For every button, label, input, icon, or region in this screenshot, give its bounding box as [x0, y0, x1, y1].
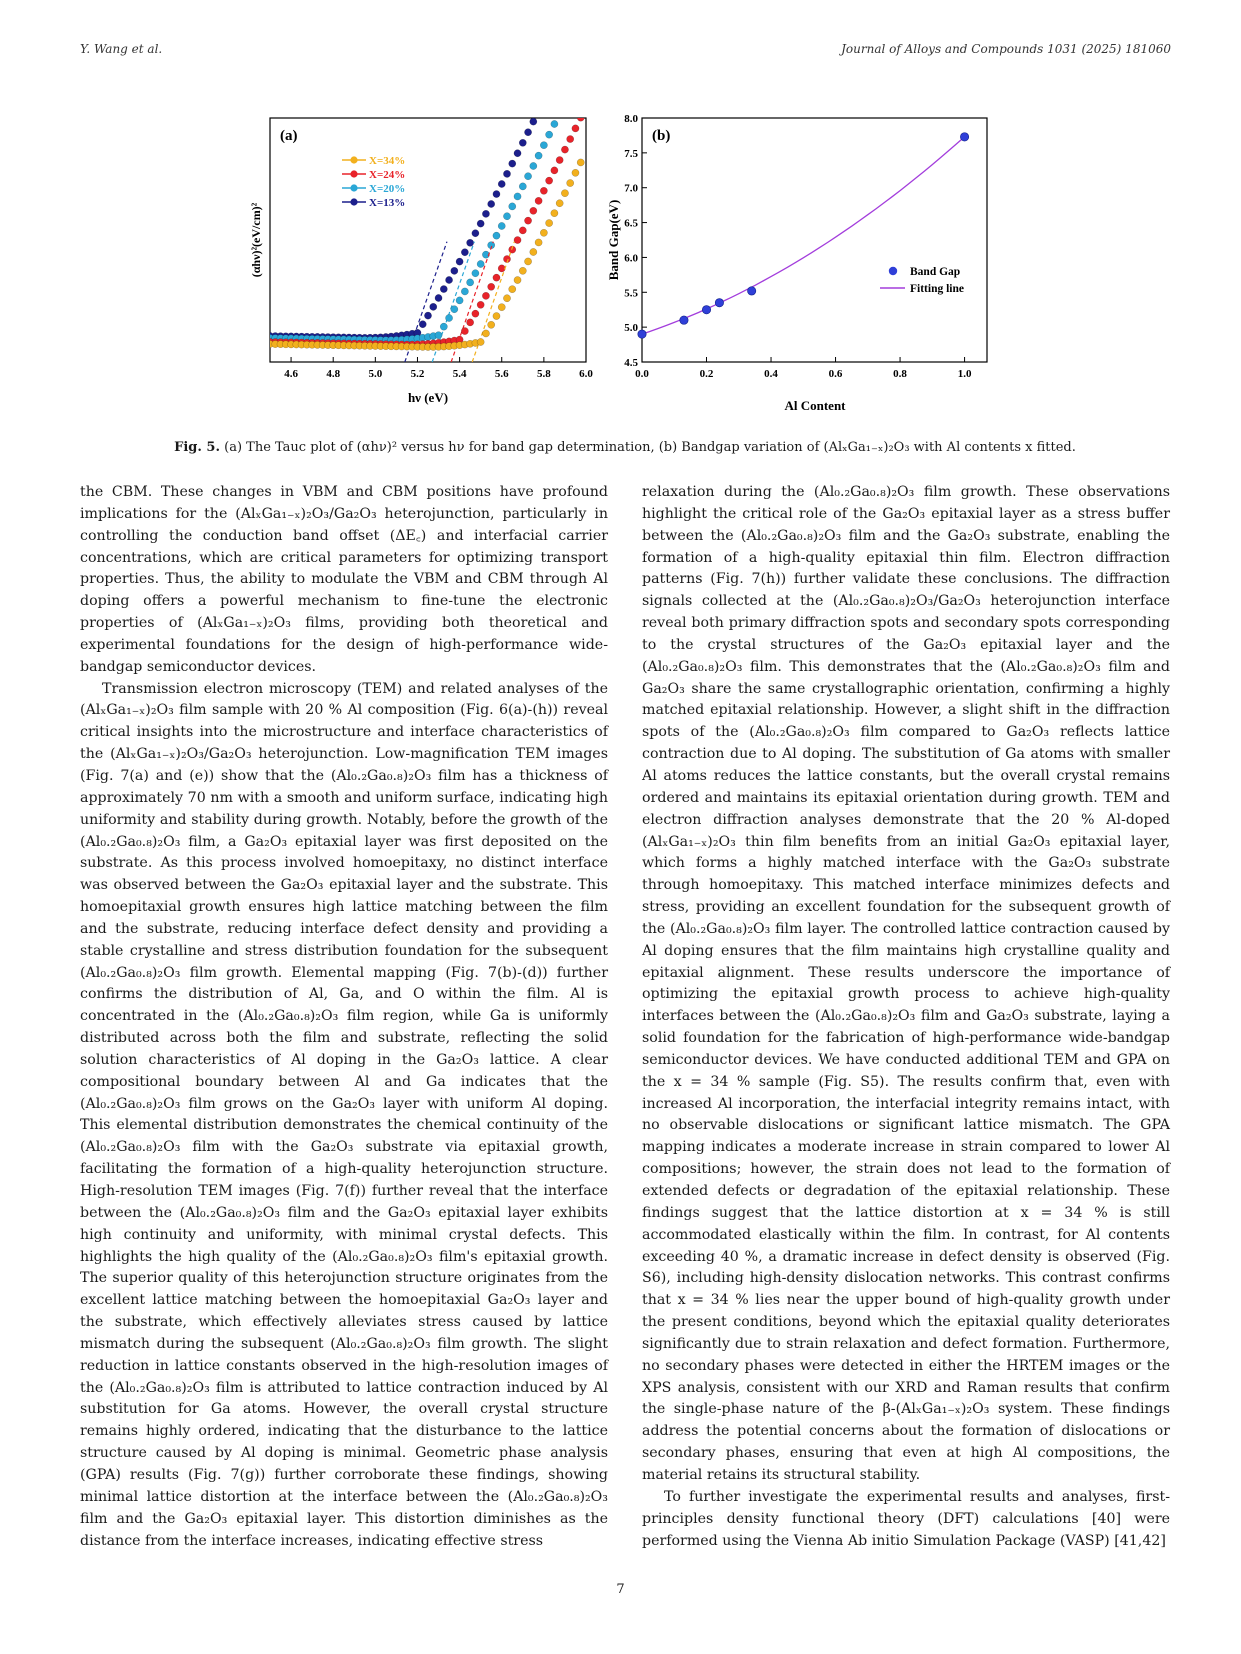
- band-gap-point: [960, 133, 968, 141]
- caption-text: (a) The Tauc plot of (αhν)² versus hν for band gap determination, (b) Bandgap variation of (AlₓGa₁₋ₓ)₂O₃ with Al contents x fitted.: [224, 440, 1076, 455]
- band-gap-point: [638, 330, 646, 338]
- y-tick-label: 7.5: [624, 147, 638, 160]
- panel-a-ylabel: (αhν)²(eV/cm)²: [249, 202, 263, 278]
- data-point: [503, 295, 510, 302]
- panel-b-plot: [638, 133, 969, 339]
- data-point: [461, 249, 468, 256]
- data-point: [514, 150, 521, 157]
- data-point: [514, 236, 521, 243]
- data-point: [530, 248, 537, 255]
- panel-b-xlabel: Al Content: [784, 398, 846, 413]
- data-point: [498, 265, 505, 272]
- panel-a-ticks: [284, 357, 593, 380]
- y-tick-label: 6.5: [624, 217, 638, 230]
- band-gap-point: [702, 306, 710, 314]
- x-tick-label: 4.8: [326, 368, 341, 380]
- data-point: [509, 160, 516, 167]
- page-number: 7: [616, 1582, 625, 1597]
- figure-5-svg: [0, 112, 1241, 432]
- data-point: [451, 306, 458, 313]
- data-point: [530, 162, 537, 169]
- panel-b-label: (b): [652, 128, 671, 144]
- data-point: [577, 159, 584, 166]
- data-point: [482, 210, 489, 217]
- data-point: [440, 285, 447, 292]
- data-point: [488, 321, 495, 328]
- data-point: [535, 112, 542, 114]
- data-point: [456, 258, 463, 265]
- x-tick-label: 5.8: [536, 368, 551, 380]
- legend-label: Fitting line: [910, 283, 964, 295]
- data-point: [440, 323, 447, 330]
- data-point: [503, 170, 510, 177]
- data-point: [535, 152, 542, 159]
- y-tick-label: 4.5: [624, 357, 638, 369]
- data-point: [477, 260, 484, 267]
- x-tick-label: 0.8: [893, 368, 907, 380]
- y-tick-label: 7.0: [624, 182, 638, 195]
- data-point: [535, 239, 542, 246]
- data-point: [477, 338, 484, 345]
- data-point: [509, 203, 516, 210]
- data-point: [551, 167, 558, 174]
- running-header-journal: Journal of Alloys and Compounds 1031 (2025) 181060: [841, 42, 1171, 56]
- data-point: [540, 187, 547, 194]
- data-point: [472, 270, 479, 277]
- data-point: [456, 297, 463, 304]
- data-point: [561, 146, 568, 153]
- band-gap-point: [680, 316, 688, 324]
- y-tick-label: 8.0: [624, 113, 638, 125]
- data-point: [435, 294, 442, 301]
- data-point: [493, 312, 500, 319]
- body-column-left: [80, 482, 608, 1552]
- x-tick-label: 5.0: [368, 368, 383, 380]
- data-point: [467, 319, 474, 326]
- fitting-line: [642, 137, 965, 334]
- data-point: [572, 125, 579, 132]
- data-point: [498, 222, 505, 229]
- y-tick-label: 5.0: [624, 322, 638, 335]
- data-point: [430, 303, 437, 310]
- panel-a-curves: [266, 112, 584, 362]
- panel-a: [249, 112, 593, 405]
- legend-marker: [350, 198, 357, 205]
- panel-a-legend: [342, 155, 405, 209]
- data-point: [488, 200, 495, 207]
- panel-b-ticks: [624, 113, 972, 380]
- x-tick-label: 6.0: [579, 368, 593, 380]
- caption-label: Fig. 5.: [174, 440, 220, 455]
- data-point: [477, 220, 484, 227]
- data-point: [461, 327, 468, 334]
- panel-b: [606, 113, 987, 413]
- data-point: [530, 118, 537, 125]
- data-point: [445, 314, 452, 321]
- legend-label: X=20%: [369, 183, 406, 195]
- data-point: [445, 276, 452, 283]
- figure-caption: [80, 440, 1170, 455]
- data-point: [546, 177, 553, 184]
- data-point: [519, 227, 526, 234]
- data-point: [467, 279, 474, 286]
- data-point: [493, 274, 500, 281]
- data-point: [461, 288, 468, 295]
- x-tick-label: 5.6: [494, 368, 509, 380]
- data-point: [524, 173, 531, 180]
- data-point: [551, 210, 558, 217]
- legend-label: Band Gap: [910, 266, 961, 278]
- data-point: [524, 217, 531, 224]
- y-tick-label: 6.0: [624, 252, 638, 265]
- data-point: [467, 239, 474, 246]
- data-point: [424, 312, 431, 319]
- x-tick-label: 1.0: [957, 368, 972, 380]
- data-point: [519, 267, 526, 274]
- data-point: [498, 180, 505, 187]
- data-point: [551, 120, 558, 127]
- data-point: [493, 232, 500, 239]
- data-point: [509, 286, 516, 293]
- data-point: [435, 332, 442, 339]
- x-tick-label: 0.4: [764, 368, 778, 380]
- body-column-right: [642, 482, 1170, 1552]
- data-point: [488, 283, 495, 290]
- data-point: [482, 292, 489, 299]
- data-point: [419, 321, 426, 328]
- data-point: [567, 179, 574, 186]
- paragraph: Transmission electron microscopy (TEM) and related analyses of the (AlₓGa₁₋ₓ)₂O₃ film sample with 20 % Al composition (Fig. 6(a)-(h)) reveal critical insights into the microstructure and interface characteristics of the (AlₓGa₁₋ₓ)₂O₃/Ga₂O₃ heterojunction. Low-magnification TEM images (Fig. 7(a) and (e)) show that the (Al₀.₂Ga₀.₈)₂O₃ film has a thickness of approximately 70 nm with a smooth and uniform surface, indicating high uniformity and stability during growth. Notably, before the growth of the (Al₀.₂Ga₀.₈)₂O₃ film, a Ga₂O₃ epitaxial layer was first deposited on the substrate. As this process involved homoepitaxy, no distinct interface was observed between the Ga₂O₃ epitaxial layer and the substrate. This homoepitaxial growth ensures high lattice matching between the film and the substrate, reducing interface defect density and providing a stable crystalline and stress distribution foundation for the subsequent (Al₀.₂Ga₀.₈)₂O₃ film growth. Elemental mapping (Fig. 7(b)-(d)) further confirms the distribution of Al, Ga, and O within the film. Al is concentrated in the (Al₀.₂Ga₀.₈)₂O₃ film region, while Ga is uniformly distributed across both the film and substrate, reflecting the solid solution characteristics of Al doping in the Ga₂O₃ lattice. A clear compositional boundary between Al and Ga indicates that the (Al₀.₂Ga₀.₈)₂O₃ film grows on the Ga₂O₃ layer with uniform Al doping. This elemental distribution demonstrates the chemical continuity of the (Al₀.₂Ga₀.₈)₂O₃ film with the Ga₂O₃ substrate via epitaxial growth, facilitating the formation of a high-quality heterojunction structure. High-resolution TEM images (Fig. 7(f)) further reveal that the interface between the (Al₀.₂Ga₀.₈)₂O₃ film and the Ga₂O₃ epitaxial layer exhibits high continuity and uniformity, with minimal crystal defects. This highlights the high quality of the (Al₀.₂Ga₀.₈)₂O₃ film's epitaxial growth. The superior quality of this heterojunction structure originates from the excellent lattice matching between the homoepitaxial Ga₂O₃ layer and the substrate, which effectively alleviates stress caused by lattice mismatch during the subsequent (Al₀.₂Ga₀.₈)₂O₃ film growth. The slight reduction in lattice constants observed in the high-resolution images of the (Al₀.₂Ga₀.₈)₂O₃ film is attributed to lattice contraction induced by Al substitution for Ga atoms. However, the overall crystal structure remains highly ordered, indicating that the disturbance to the lattice structure caused by Al doping is minimal. Geometric phase analysis (GPA) results (Fig. 7(g)) further corroborate these findings, showing minimal lattice distortion at the interface between the (Al₀.₂Ga₀.₈)₂O₃ film and the Ga₂O₃ epitaxial layer. This distortion diminishes as the distance from the interface increases, indicating effective stress: [80, 680, 608, 1549]
- panel-b-legend: [880, 266, 964, 295]
- data-point: [482, 330, 489, 337]
- data-point: [556, 200, 563, 207]
- data-point: [561, 190, 568, 197]
- paragraph: To further investigate the experimental results and analyses, first-principles density functional theory (DFT) calculations [40] were performed using the Vienna Ab initio Simulation Package (VASP) [41,42]: [642, 1488, 1170, 1549]
- data-point: [472, 230, 479, 237]
- band-gap-point: [747, 287, 755, 295]
- x-tick-label: 5.4: [452, 368, 467, 380]
- legend-marker: [350, 170, 357, 177]
- data-point: [519, 139, 526, 146]
- data-point: [540, 142, 547, 149]
- data-point: [524, 129, 531, 136]
- data-point: [503, 213, 510, 220]
- data-point: [546, 219, 553, 226]
- data-point: [556, 112, 563, 117]
- data-point: [472, 310, 479, 317]
- y-tick-label: 5.5: [624, 287, 638, 300]
- curves-clip-group: [266, 112, 584, 362]
- legend-label: X=13%: [369, 197, 406, 209]
- legend-marker: [350, 184, 357, 191]
- data-point: [546, 131, 553, 138]
- data-point: [514, 193, 521, 200]
- panel-b-ylabel: Band Gap(eV): [606, 199, 621, 281]
- data-point: [556, 156, 563, 163]
- panel-a-label: (a): [280, 128, 298, 144]
- data-point: [514, 276, 521, 283]
- data-point: [519, 183, 526, 190]
- data-point: [567, 135, 574, 142]
- data-point: [498, 304, 505, 311]
- legend-label: X=24%: [369, 169, 406, 181]
- data-point: [572, 169, 579, 176]
- figure-5: [0, 112, 1241, 432]
- data-point: [540, 229, 547, 236]
- legend-marker: [350, 156, 357, 163]
- data-point: [535, 197, 542, 204]
- x-tick-label: 4.6: [284, 368, 298, 380]
- band-gap-point: [715, 299, 723, 307]
- legend-marker: [889, 267, 897, 275]
- data-point: [530, 207, 537, 214]
- x-tick-label: 5.2: [410, 368, 425, 380]
- data-point: [477, 301, 484, 308]
- data-point: [524, 258, 531, 265]
- x-tick-label: 0.0: [635, 368, 649, 380]
- x-tick-label: 0.6: [828, 368, 843, 380]
- panel-a-xlabel: hν (eV): [407, 390, 449, 405]
- data-point: [451, 267, 458, 274]
- data-point: [493, 190, 500, 197]
- running-header-authors: Y. Wang et al.: [80, 42, 163, 56]
- paragraph: relaxation during the (Al₀.₂Ga₀.₈)₂O₃ film growth. These observations highlight the critical role of the Ga₂O₃ epitaxial layer as a stress buffer between the (Al₀.₂Ga₀.₈)₂O₃ film and the Ga₂O₃ substrate, enabling the formation of a high-quality epitaxial thin film. Electron diffraction patterns (Fig. 7(h)) further validate these conclusions. The diffraction signals collected at the (Al₀.₂Ga₀.₈)₂O₃/Ga₂O₃ heterojunction interface reveal both primary diffraction spots and secondary spots corresponding to the crystal structures of the Ga₂O₃ epitaxial layer and the (Al₀.₂Ga₀.₈)₂O₃ film. This demonstrates that the (Al₀.₂Ga₀.₈)₂O₃ film and Ga₂O₃ share the same crystallographic orientation, confirming a highly matched epitaxial relationship. However, a slight shift in the diffraction spots of the (Al₀.₂Ga₀.₈)₂O₃ film compared to Ga₂O₃ reflects lattice contraction due to Al doping. The substitution of Ga atoms with smaller Al atoms reduces the lattice constants, but the overall crystal remains ordered and maintains its epitaxial orientation during growth. TEM and electron diffraction analyses demonstrate that the 20 % Al-doped (AlₓGa₁₋ₓ)₂O₃ thin film benefits from an initial Ga₂O₃ epitaxial layer, which forms a highly matched interface with the Ga₂O₃ substrate through homoepitaxy. This matched interface minimizes defects and stress, providing an excellent foundation for the subsequent growth of the (Al₀.₂Ga₀.₈)₂O₃ film layer. The controlled lattice contraction caused by Al doping ensures that the film maintains high crystalline quality and epitaxial alignment. These results underscore the importance of optimizing the epitaxial growth process to achieve high-quality interfaces between the (Al₀.₂Ga₀.₈)₂O₃ film and Ga₂O₃ substrate, laying a solid foundation for the fabrication of high-performance wide-bandgap semiconductor devices. We have conducted additional TEM and GPA on the x = 34 % sample (Fig. S5). The results confirm that, even with increased Al incorporation, the interfacial integrity remains intact, with no observable dislocations or significant lattice mismatch. The GPA mapping indicates a moderate increase in strain compared to lower Al compositions; however, the strain does not lead to the formation of extended defects or degradation of the epitaxial relationship. These findings suggest that the lattice distortion at x = 34 % is still accommodated elastically within the film. In contrast, for Al contents exceeding 40 %, a dramatic increase in defect density is observed (Fig. S6), including high-density dislocation networks. This contrast confirms that x = 34 % lies near the upper bound of high-quality growth under the present conditions, beyond which the epitaxial quality deteriorates significantly due to strain relaxation and defect formation. Furthermore, no secondary phases were detected in either the HRTEM images or the XPS analysis, consistent with our XRD and Raman results that confirm the single-phase nature of the β-(AlₓGa₁₋ₓ)₂O₃ system. These findings address the potential concerns about the formation of dislocations or secondary phases, ensuring that even at high Al compositions, the material retains its structural stability.: [642, 484, 1170, 1483]
- legend-label: X=34%: [369, 155, 406, 167]
- x-tick-label: 0.2: [699, 368, 714, 380]
- panel-b-frame: [642, 118, 987, 362]
- paragraph: the CBM. These changes in VBM and CBM positions have profound implications for the (AlₓGa₁₋ₓ)₂O₃/Ga₂O₃ heterojunction, particularly in controlling the conduction band offset (ΔE꜀) and interfacial carrier concentrations, which are critical parameters for optimizing transport properties. Thus, the ability to modulate the VBM and CBM through Al doping offers a powerful mechanism to fine-tune the electronic properties of (AlₓGa₁₋ₓ)₂O₃ films, providing both theoretical and experimental foundations for the design of high-performance wide-bandgap semiconductor devices.: [80, 484, 608, 675]
